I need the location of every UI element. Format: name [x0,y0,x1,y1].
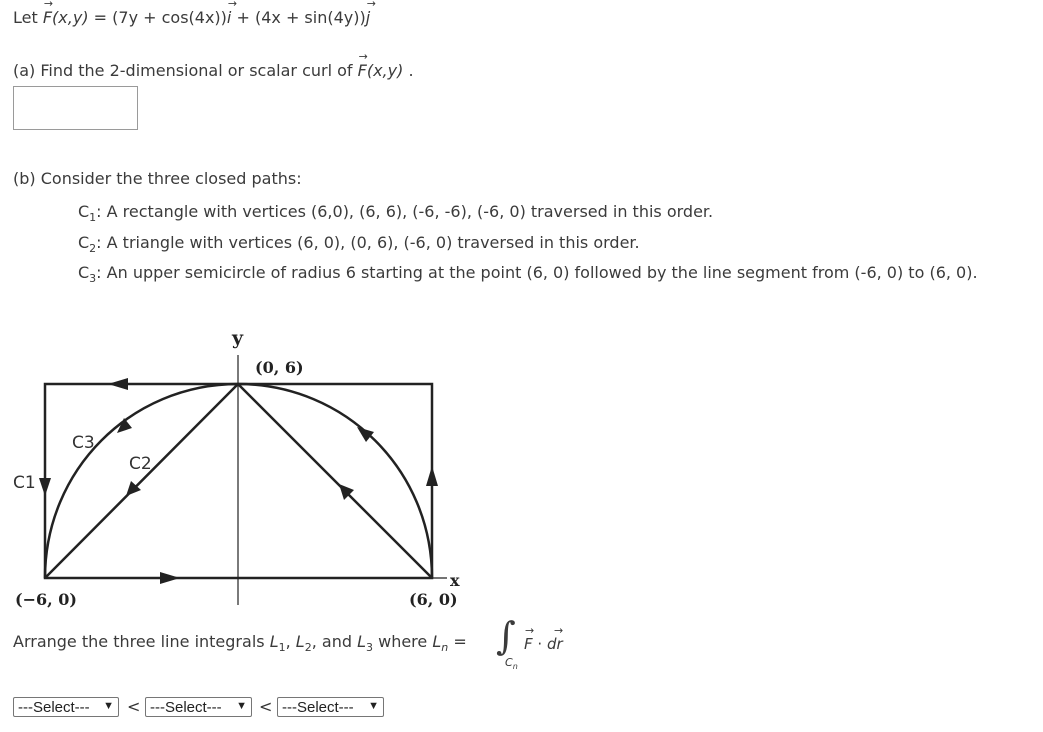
order-select-1[interactable]: ---Select--- ▼ [13,697,119,717]
vector-arrow-icon: → [525,624,535,637]
unit-vector-i: → i [227,8,231,27]
vector-arrow-icon: → [43,0,54,10]
args: (x,y) [52,8,89,27]
less-than-1: < [127,697,141,716]
unit-vector-j: → j [366,8,370,27]
vector-f: → F [43,8,52,27]
f-components-part1: = (7y + cos(4x)) [93,8,227,27]
path-c3-description: $C_3$: An upper semicircle of radius 6 starting at the point (6, 0) followed by the line segment from (-6, 0) to (6, 0). [78,263,978,286]
chevron-down-icon: ▼ [103,700,114,712]
problem-statement [13,0,376,27]
c3-label: C3 [72,433,95,453]
right-point-label: (6, 0) [409,590,458,609]
vector-arrow-icon: → [227,0,238,10]
order-select-3[interactable]: ---Select--- ▼ [277,697,384,717]
c2-label: C2 [129,454,152,474]
period: . [408,61,414,80]
arrow-c3-up-left-icon [357,427,374,442]
vector-f: → F [524,624,535,653]
part-a-text: (a) Find the 2-dimensional or scalar curl of [13,61,353,80]
curl-answer-input[interactable] [13,86,138,130]
left-point-label: (−6, 0) [15,590,77,609]
vector-arrow-icon: → [553,624,564,637]
arrow-c1-down-icon [39,478,51,496]
chevron-down-icon: ▼ [236,700,247,712]
chevron-down-icon: ▼ [368,700,379,712]
top-point-label: (0, 6) [255,358,304,377]
arrow-top-left-icon [108,378,128,390]
vector-f: → F [357,50,368,80]
paths-diagram [0,320,480,615]
vector-dr: → dr [546,624,564,653]
path-c2-description: $C_2$: A triangle with vertices (6, 0), (0, 6), (-6, 0) traversed in this order. [78,233,640,256]
integral-subscript: $C_n$ [505,656,518,672]
c1-label: C1 [13,473,36,493]
x-axis-label: x [450,571,460,590]
path-c1-description: $C_1$: A rectangle with vertices (6,0), (6, 6), (-6, -6), (-6, 0) traversed in this order. [78,202,714,225]
vector-arrow-icon: → [358,50,368,63]
part-b-intro: (b) Consider the three closed paths: [13,169,302,188]
order-select-2[interactable]: ---Select--- ▼ [145,697,252,717]
integral-sign: ∫ [496,614,516,658]
y-axis-label: y [232,327,244,349]
args: (x,y) [366,61,404,80]
part-a-question [13,50,414,80]
f-components-part2: + (4x + sin(4y)) [236,8,366,27]
arrange-text: Arrange the three line integrals [13,632,265,651]
integrand: → F · → dr [524,624,564,653]
let-word: Let [13,8,38,27]
arrow-bottom-right-icon [160,572,180,584]
arrange-instruction: Arrange the three line integrals $L_1$, $L_2$, and $L_3$ where $L_n$ = [13,632,467,655]
less-than-2: < [259,697,273,716]
vector-arrow-icon: → [366,0,376,10]
arrow-right-up-icon [426,466,438,486]
